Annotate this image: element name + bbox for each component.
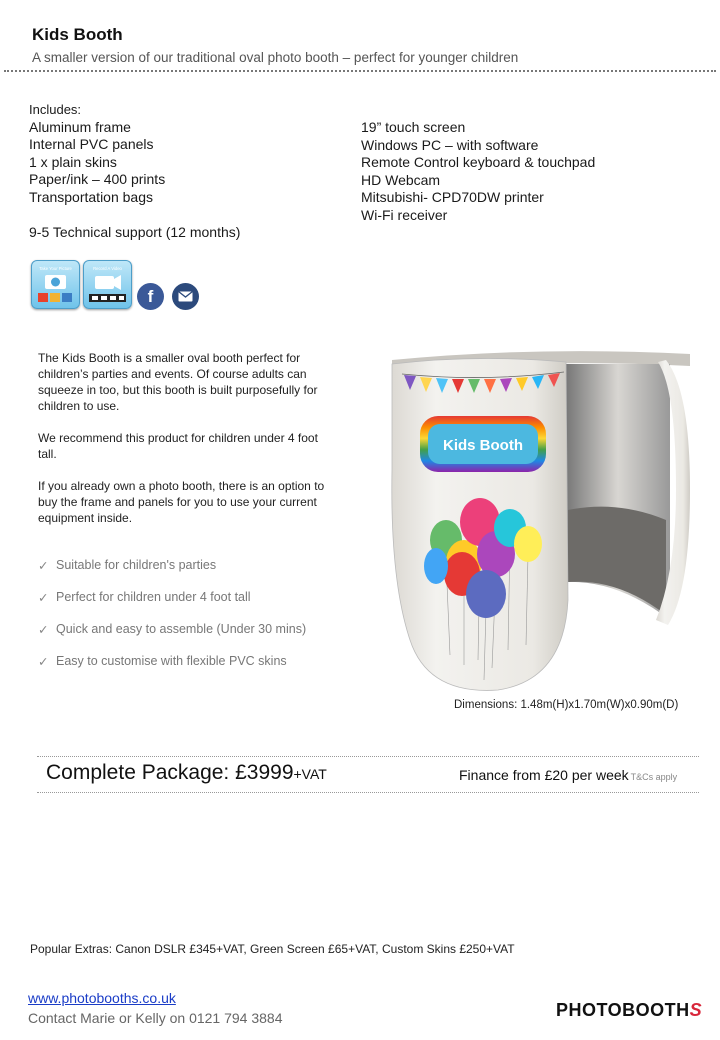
popular-extras: Popular Extras: Canon DSLR £345+VAT, Green Screen £65+VAT, Custom Skins £250+VAT — [30, 942, 515, 956]
product-description — [38, 350, 338, 542]
photobooths-logo: PHOTOBOOTHS — [556, 1000, 703, 1020]
includes-label: Includes: — [29, 102, 82, 117]
support-text: 9-5 Technical support (12 months) — [29, 224, 241, 240]
record-video-icon — [83, 260, 132, 309]
facebook-icon[interactable]: f — [137, 283, 164, 310]
list-item: Internal PVC panels — [29, 136, 154, 153]
includes-left-list — [29, 119, 165, 207]
includes-section — [29, 101, 165, 206]
page-subtitle: A smaller version of our traditional oval photo booth – perfect for younger children — [32, 50, 519, 65]
contact-text: Contact Marie or Kelly on 0121 794 3884 — [28, 1010, 283, 1026]
terms-note: T&Cs apply — [630, 772, 678, 782]
check-icon: ✓ — [38, 655, 49, 669]
feature-item: ✓ Quick and easy to assemble (Under 30 mins) — [38, 622, 307, 637]
list-item: 1 x plain skins — [29, 153, 117, 170]
svg-text:Record A Video: Record A Video — [93, 266, 122, 271]
list-item: Aluminum frame — [29, 118, 131, 135]
check-icon: ✓ — [38, 623, 49, 637]
page-title: Kids Booth — [32, 25, 123, 44]
feature-item: ✓ Suitable for children's parties — [38, 558, 217, 573]
description-paragraph: If you already own a photo booth, there is an option to buy the frame and panels for you to use your current equipment inside. — [38, 479, 325, 525]
list-item: Windows PC – with software — [361, 136, 539, 153]
divider — [4, 70, 716, 72]
divider — [37, 792, 699, 793]
description-paragraph: We recommend this product for children under 4 foot tall. — [38, 431, 318, 461]
list-item: Paper/ink – 400 prints — [29, 171, 166, 188]
feature-item: ✓ Easy to customise with flexible PVC skins — [38, 654, 287, 669]
feature-list — [38, 558, 306, 686]
email-icon[interactable] — [172, 283, 199, 310]
list-item: 19” touch screen — [361, 119, 466, 135]
dimensions-text: Dimensions: 1.48m(H)x1.70m(W)x0.90m(D) — [454, 699, 679, 711]
website-link[interactable]: www.photobooths.co.uk — [28, 990, 176, 1006]
list-item: HD Webcam — [361, 171, 441, 188]
list-item: Wi-Fi receiver — [361, 206, 448, 223]
check-icon: ✓ — [38, 591, 49, 605]
take-picture-icon — [31, 260, 80, 309]
check-icon: ✓ — [38, 559, 49, 573]
svg-text:Kids Booth: Kids Booth — [443, 437, 523, 454]
package-price: Complete Package: £3999+VAT — [46, 761, 327, 784]
svg-text:Take Your Picture: Take Your Picture — [39, 266, 72, 271]
finance-offer: Finance from £20 per week T&Cs apply — [459, 767, 678, 783]
description-paragraph: The Kids Booth is a smaller oval booth perfect for children’s parties and events. Of course adults can squeeze in too, but this booth is built purposefully for children to use. — [38, 351, 318, 413]
list-item: Transportation bags — [29, 188, 153, 205]
divider — [37, 756, 699, 757]
includes-right-list — [361, 119, 595, 225]
feature-item: ✓ Perfect for children under 4 foot tall — [38, 590, 251, 605]
list-item: Remote Control keyboard & touchpad — [361, 154, 596, 171]
kids-booth-image — [388, 350, 693, 695]
list-item: Mitsubishi- CPD70DW printer — [361, 189, 544, 206]
